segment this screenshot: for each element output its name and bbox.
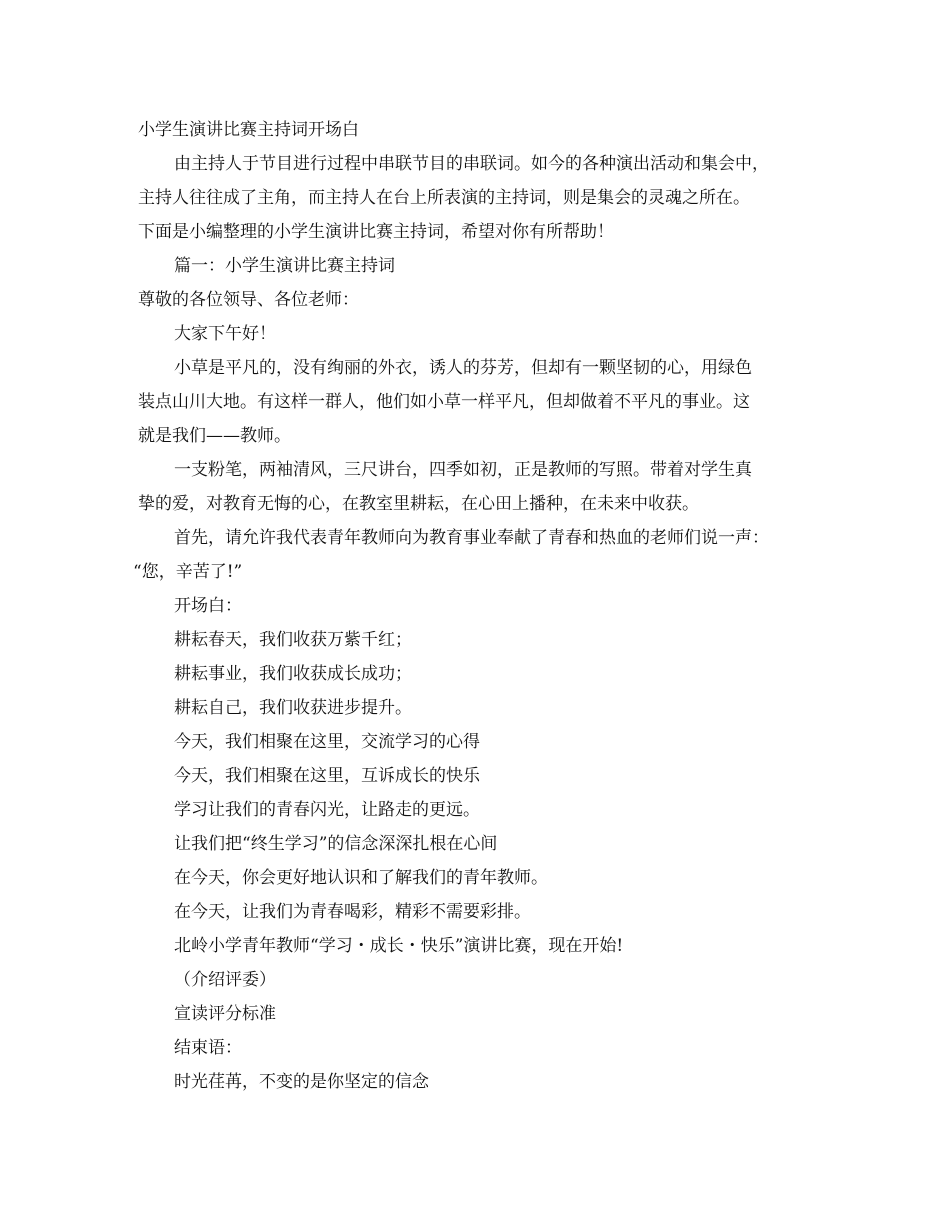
- closing-label: 结束语：: [174, 1038, 242, 1058]
- greeting: 大家下午好！: [174, 324, 276, 344]
- salutation: 尊敬的各位领导、各位老师：: [138, 290, 359, 310]
- opening-line-5: 今天，我们相聚在这里，互诉成长的快乐: [174, 766, 480, 786]
- opening-line-7: 让我们把“终生学习”的信念深深扎根在心间: [174, 834, 498, 854]
- opening-line-10: 北岭小学青年教师“学习・成长・快乐”演讲比赛，现在开始!: [174, 936, 624, 956]
- opening-line-9: 在今天，让我们为青春喝彩，精彩不需要彩排。: [174, 902, 531, 922]
- paragraph2-line-2: 挚的爱，对教育无悔的心，在教室里耕耘，在心田上播种，在未来中收获。: [138, 494, 699, 514]
- opening-line-1: 耕耘春天，我们收获万紫千红；: [174, 630, 412, 650]
- paragraph2-line-1: 一支粉笔，两袖清风，三尺讲台，四季如初，正是教师的写照。带着对学生真: [174, 460, 752, 480]
- closing-line-1: 时光荏苒，不变的是你坚定的信念: [174, 1072, 429, 1092]
- paragraph1-line-3: 就是我们——教师。: [138, 426, 291, 446]
- paragraph3-line-2: “您，辛苦了!”: [133, 562, 243, 582]
- paragraph3-line-1: 首先，请允许我代表青年教师向为教育事业奉献了青春和热血的老师们说一声：: [174, 528, 769, 548]
- opening-line-4: 今天，我们相聚在这里，交流学习的心得: [174, 732, 480, 752]
- section-heading: 篇一：小学生演讲比赛主持词: [174, 256, 395, 276]
- intro-line-1: 由主持人于节目进行过程中串联节目的串联词。如今的各种演出活动和集会中，: [174, 154, 769, 174]
- opening-label: 开场白：: [174, 596, 242, 616]
- intro-line-3: 下面是小编整理的小学生演讲比赛主持词，希望对你有所帮助！: [138, 222, 614, 242]
- opening-line-2: 耕耘事业，我们收获成长成功；: [174, 664, 412, 684]
- opening-line-8: 在今天，你会更好地认识和了解我们的青年教师。: [174, 868, 548, 888]
- paragraph1-line-1: 小草是平凡的，没有绚丽的外衣，诱人的芬芳，但却有一颗坚韧的心，用绿色: [174, 358, 752, 378]
- opening-line-11: （介绍评委）: [174, 970, 276, 990]
- document-body: [133, 113, 838, 1099]
- intro-line-2: 主持人往往成了主角，而主持人在台上所表演的主持词，则是集会的灵魂之所在。: [138, 188, 750, 208]
- opening-line-12: 宣读评分标准: [174, 1004, 276, 1024]
- opening-line-6: 学习让我们的青春闪光，让路走的更远。: [174, 800, 480, 820]
- document-title: 小学生演讲比赛主持词开场白: [138, 120, 359, 140]
- opening-line-3: 耕耘自己，我们收获进步提升。: [174, 698, 412, 718]
- paragraph1-line-2: 装点山川大地。有这样一群人，他们如小草一样平凡，但却做着不平凡的事业。这: [138, 392, 750, 412]
